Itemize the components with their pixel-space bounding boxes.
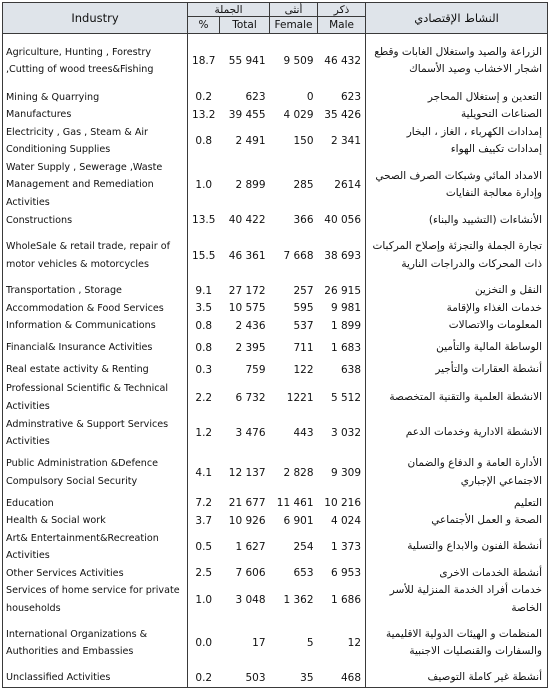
cell-percent: 2.5 [195, 567, 213, 580]
table-row [3, 361, 548, 380]
table-row [3, 300, 548, 318]
cell-total: 10 926 [228, 514, 266, 527]
cell-activity-ar: الوساطة المالية والتأمين [366, 335, 548, 361]
table-row [3, 106, 548, 124]
cell-male: 10 216 [318, 495, 366, 513]
cell-activity-ar: المعلومات والاتصالات [366, 317, 548, 335]
cell-total: 3 476 [235, 427, 266, 439]
cell-activity-ar: خدمات الغذاء والإقامة [366, 300, 548, 318]
cell-activity-ar: الأنشاءات (التشييد والبناء) [366, 212, 548, 230]
cell-percent: 1.0 [195, 179, 213, 191]
table-row [3, 669, 548, 687]
cell-male: 46 432 [318, 34, 366, 89]
cell-total: 7 606 [235, 567, 266, 580]
cell-industry: Professional Scientific & Technical Activities [3, 380, 188, 416]
cell-activity-ar: الزراعة والصيد واستغلال الغابات وقطع اشجار الاخشاب وصيد الأسماك [366, 34, 548, 89]
cell-percent: 13.2 [192, 108, 216, 121]
cell-male: 26 915 [318, 282, 366, 300]
cell-female: 711 [293, 341, 314, 354]
cell-male: 5 512 [318, 380, 366, 416]
cell-activity-ar: الأدارة العامة و الدفاع والضمان الاجتماعي الإجباري [366, 451, 548, 495]
cell-industry: Mining & Quarrying [3, 89, 188, 107]
cell-industry: WholeSale & retail trade, repair of motor vehicles & motorcycles [3, 229, 188, 282]
cell-male: 2614 [318, 159, 366, 212]
cell-female: 595 [293, 302, 314, 315]
cell-female: 254 [293, 541, 314, 553]
cell-total: 3 048 [235, 593, 266, 606]
cell-total: 10 575 [228, 302, 266, 315]
cell-activity-ar: إمدادات الكهرباء ، الغاز ، البخار إمدادات تكييف الهواء [366, 124, 548, 159]
table-row [3, 617, 548, 669]
table-row [3, 335, 548, 361]
cell-total: 2 899 [235, 179, 266, 191]
cell-percent: 13.5 [192, 214, 216, 227]
cell-industry: Accommodation & Food Services [3, 300, 188, 318]
cell-total: 503 [220, 669, 270, 687]
cell-activity-ar: الامداد المائي وشبكات الصرف الصحي وإدارة معالجة النفايات [366, 159, 548, 212]
cell-activity-ar: تجارة الجملة والتجزئة وإصلاح المركبات ذات المحركات والدراجات النارية [366, 229, 548, 282]
cell-activity-ar: أنشطة غير كاملة التوصيف [366, 669, 548, 687]
cell-female: 7 668 [283, 249, 314, 262]
cell-industry: Constructions [3, 212, 188, 230]
cell-male: 6 953 [318, 565, 366, 583]
cell-percent: 7.2 [195, 497, 213, 510]
cell-percent: 1.2 [195, 427, 213, 439]
cell-activity-ar: أنشطة الخدمات الاخرى [366, 565, 548, 583]
cell-male: 9 981 [318, 300, 366, 318]
cell-male: 468 [318, 669, 366, 687]
cell-activity-ar: النقل و التخزين [366, 282, 548, 300]
table-row [3, 124, 548, 159]
cell-activity-ar: المنظمات و الهيئات الدولية الاقليمية والسفارات والقنصليات الاجنبية [366, 617, 548, 669]
cell-percent: 1.0 [195, 593, 213, 606]
table-row [3, 416, 548, 451]
header-total: Total [220, 17, 270, 34]
cell-activity-ar: الصحة و العمل الأجتماعي [366, 512, 548, 530]
cell-industry: Unclassified Activities [3, 669, 188, 687]
table-row [3, 495, 548, 513]
cell-female: 653 [293, 567, 314, 580]
cell-female: 11 461 [276, 497, 314, 510]
cell-female: 6 901 [283, 514, 314, 527]
cell-industry: Financial& Insurance Activities [3, 335, 188, 361]
cell-male: 35 426 [318, 106, 366, 124]
cell-male: 3 032 [318, 416, 366, 451]
cell-male: 4 024 [318, 512, 366, 530]
table-row [3, 512, 548, 530]
cell-industry: Water Supply , Sewerage ,Waste Management and Remediation Activities [3, 159, 188, 212]
cell-male: 9 309 [318, 451, 366, 495]
cell-activity-ar: الانشطة الادارية وخدمات الدعم [366, 416, 548, 451]
cell-male: 1 899 [318, 317, 366, 335]
table-row [3, 282, 548, 300]
cell-percent: 3.7 [195, 514, 213, 527]
cell-percent: 4.1 [195, 466, 213, 479]
table-row [3, 89, 548, 107]
cell-male: 38 693 [318, 229, 366, 282]
cell-industry: Information & Communications [3, 317, 188, 335]
table-row [3, 451, 548, 495]
cell-female: 150 [293, 135, 314, 147]
cell-percent: 0.8 [195, 319, 213, 332]
cell-female: 35 [270, 669, 318, 687]
table-row [3, 34, 548, 89]
employment-by-industry-table [2, 2, 548, 688]
cell-total: 2 436 [235, 319, 266, 332]
cell-total: 17 [252, 637, 266, 649]
cell-percent: 0.5 [195, 541, 213, 553]
cell-total: 39 455 [228, 108, 266, 121]
cell-percent: 0.8 [195, 135, 213, 147]
cell-industry: Art& Entertainment&Recreation Activities [3, 530, 188, 565]
cell-industry: Public Administration &Defence Compulsory Social Security [3, 451, 188, 495]
table-row [3, 317, 548, 335]
cell-percent: 0.2 [188, 669, 220, 687]
cell-activity-ar: التعدين و إستغلال المحاجر [366, 89, 548, 107]
header-industry: Industry [3, 3, 188, 34]
cell-female: 257 [293, 284, 314, 297]
cell-male: 623 [318, 89, 366, 107]
cell-total: 46 361 [228, 249, 266, 262]
header-female-ar: أنثى [270, 3, 318, 17]
table-body [3, 34, 548, 688]
header-pct: % [188, 17, 220, 34]
cell-total: 1 627 [235, 541, 266, 553]
cell-industry: Education [3, 495, 188, 513]
header-male: Male [318, 17, 366, 34]
cell-male: 1 373 [318, 530, 366, 565]
cell-industry: Health & Social work [3, 512, 188, 530]
cell-female: 443 [293, 427, 314, 439]
cell-industry: Agriculture, Hunting , Forestry ,Cutting of wood trees&Fishing [3, 34, 188, 89]
cell-percent: 0.0 [195, 637, 213, 649]
cell-activity-ar: الانشطة العلمية والتقنية المتخصصة [366, 380, 548, 416]
cell-industry: Adminstrative & Support Services Activities [3, 416, 188, 451]
cell-total: 12 137 [228, 466, 266, 479]
table-header [3, 3, 548, 34]
cell-male: 638 [318, 361, 366, 380]
cell-total: 2 395 [235, 341, 266, 354]
cell-total: 40 422 [228, 214, 266, 227]
cell-activity-ar: أنشطة الفنون والابداع والتسلية [366, 530, 548, 565]
header-total-group-ar: الجملة [188, 3, 270, 17]
cell-percent: 0.3 [195, 364, 213, 376]
cell-industry: Real estate activity & Renting [3, 361, 188, 380]
cell-female: 2 828 [283, 466, 314, 479]
cell-activity-ar: أنشطة العقارات والتأجير [366, 361, 548, 380]
cell-male: 12 [318, 617, 366, 669]
cell-industry: Services of home service for private households [3, 582, 188, 617]
cell-industry: Transportation , Storage [3, 282, 188, 300]
cell-total: 759 [245, 364, 266, 376]
cell-female: 122 [293, 364, 314, 376]
cell-activity-ar: التعليم [366, 495, 548, 513]
header-female: Female [270, 17, 318, 34]
cell-industry: International Organizations & Authorities and Embassies [3, 617, 188, 669]
cell-female: 285 [293, 179, 314, 191]
cell-industry: Electricity , Gas , Steam & Air Conditioning Supplies [3, 124, 188, 159]
cell-percent: 0.8 [195, 341, 213, 354]
cell-total: 27 172 [228, 284, 266, 297]
table-row [3, 530, 548, 565]
cell-female: 366 [293, 214, 314, 227]
cell-percent: 9.1 [195, 284, 213, 297]
table-row [3, 212, 548, 230]
cell-activity-ar: خدمات أفراد الخدمة المنزلية للأسر الخاصة [366, 582, 548, 617]
cell-total: 623 [245, 91, 266, 104]
table-row [3, 159, 548, 212]
cell-industry: Manufactures [3, 106, 188, 124]
table-row [3, 582, 548, 617]
industry-employment-table-page [0, 2, 549, 684]
cell-female: 0 [306, 91, 314, 104]
cell-percent: 0.2 [195, 91, 213, 104]
cell-male: 1 683 [318, 335, 366, 361]
cell-total: 55 941 [228, 55, 266, 68]
table-row [3, 229, 548, 282]
cell-percent: 18.7 [192, 55, 216, 68]
header-male-ar: ذكر [318, 3, 366, 17]
header-activity-ar: النشاط الإقتصادي [366, 3, 548, 34]
cell-male: 2 341 [318, 124, 366, 159]
cell-percent: 15.5 [192, 249, 216, 262]
table-row [3, 565, 548, 583]
cell-total: 2 491 [235, 135, 266, 147]
cell-male: 40 056 [318, 212, 366, 230]
cell-male: 1 686 [318, 582, 366, 617]
cell-female: 1221 [286, 391, 314, 404]
cell-percent: 3.5 [195, 302, 213, 315]
cell-total: 21 677 [228, 497, 266, 510]
cell-percent: 2.2 [195, 391, 213, 404]
table-row [3, 380, 548, 416]
cell-industry: Other Services Activities [3, 565, 188, 583]
cell-female: 9 509 [283, 55, 314, 68]
cell-total: 6 732 [235, 391, 266, 404]
cell-female: 5 [306, 637, 314, 649]
cell-female: 1 362 [283, 593, 314, 606]
cell-female: 4 029 [283, 108, 314, 121]
cell-female: 537 [293, 319, 314, 332]
cell-activity-ar: الصناعات التحويلية [366, 106, 548, 124]
